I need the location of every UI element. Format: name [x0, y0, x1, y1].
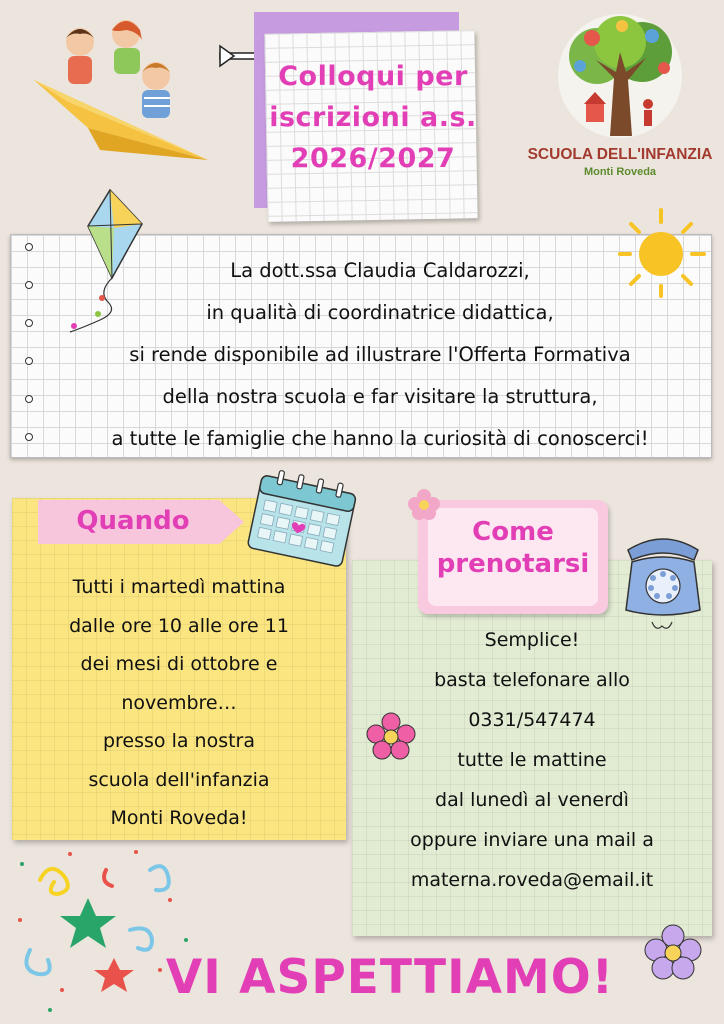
kids-paper-plane-illustration	[28, 10, 218, 160]
booking-line: tutte le mattine	[457, 749, 607, 771]
email-address[interactable]: materna.roveda@email.it	[410, 869, 654, 891]
when-line: Tutti i martedì mattina	[72, 576, 286, 598]
binder-hole	[25, 243, 33, 251]
page-title	[268, 56, 478, 179]
when-line: scuola dell'infanzia	[88, 768, 270, 791]
calendar-icon	[244, 470, 360, 570]
intro-line: a tutte le famiglie che hanno la curiosità di conoscerci!	[111, 427, 649, 450]
when-line: novembre…	[121, 691, 237, 714]
binder-hole	[25, 281, 33, 289]
kite-icon	[40, 186, 150, 336]
booking-details	[354, 620, 710, 900]
title-line-3: 2026/2027	[290, 143, 456, 174]
binder-hole	[25, 433, 33, 441]
flower-lilac-icon	[644, 924, 702, 982]
flower-pink-icon	[406, 488, 442, 520]
when-details	[14, 568, 344, 838]
when-line: dalle ore 10 alle ore 11	[69, 614, 289, 637]
booking-line: dal lunedì al venerdì	[435, 789, 629, 811]
intro-line: si rende disponibile ad illustrare l'Offerta Formativa	[129, 343, 631, 366]
binder-hole	[25, 357, 33, 365]
booking-line: Semplice!	[484, 629, 580, 651]
booking-line: oppure inviare una mail a	[410, 829, 654, 851]
booking-heading	[418, 516, 608, 580]
sun-icon	[614, 204, 708, 298]
phone-number[interactable]: 0331/547474	[468, 709, 596, 731]
booking-line: basta telefonare allo	[434, 669, 630, 691]
intro-line: della nostra scuola e far visitare la struttura,	[162, 385, 598, 408]
booking-heading-line: Come	[472, 517, 554, 547]
school-place: Monti Roveda	[583, 166, 657, 178]
when-line: presso la nostra	[102, 730, 256, 752]
booking-heading-line: prenotarsi	[436, 549, 590, 579]
binder-hole	[25, 319, 33, 327]
school-name: SCUOLA DELL'INFANZIA	[527, 146, 713, 163]
intro-line: La dott.ssa Claudia Caldarozzi,	[230, 259, 530, 282]
when-heading: Quando	[76, 506, 190, 536]
title-line-2: iscrizioni a.s.	[269, 102, 477, 133]
school-tree-logo-icon	[552, 8, 688, 144]
title-line-1: Colloqui per	[278, 61, 468, 92]
when-line: dei mesi di ottobre e	[80, 653, 278, 675]
binder-hole	[25, 395, 33, 403]
intro-line: in qualità di coordinatrice didattica,	[206, 301, 554, 324]
closing-message: VI ASPETTIAMO!	[165, 950, 615, 1005]
when-line: Monti Roveda!	[110, 807, 248, 829]
